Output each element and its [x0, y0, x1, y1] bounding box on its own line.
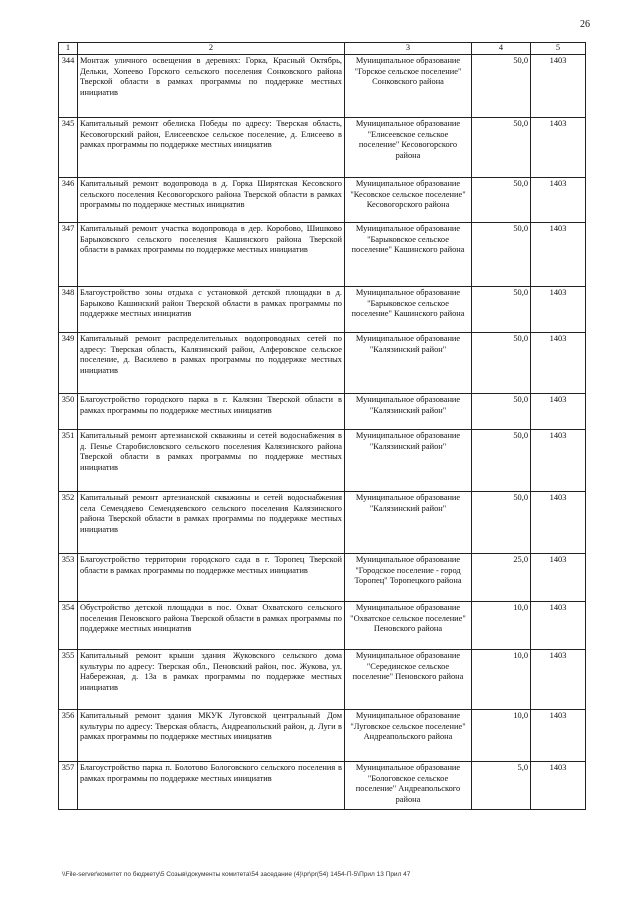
project-description: Благоустройство городского парка в г. Калязин Тверской области в рамках программы по поддержке местных инициатив	[78, 394, 345, 430]
project-description: Капитальный ремонт распределительных водопроводных сетей по адресу: Тверская область, Калязинский район, Алферовское сельское поселение, д. Василево в рамках программы по поддержке местных инициатив	[78, 333, 345, 394]
project-description: Капитальный ремонт артезианской скважины и сетей водоснабжения в д. Пенье Старобисловского сельского поселения Калязинского района Тверской области в рамках программы по поддержке местных инициатив	[78, 430, 345, 492]
project-description: Монтаж уличного освещения в деревнях: Горка, Красный Октябрь, Дельки, Хопеево Горского сельского поселения Сонковского района Тверской области в рамках программы по поддержке местных инициатив	[78, 55, 345, 118]
table-row	[59, 178, 586, 223]
project-description: Капитальный ремонт водопровода в д. Горка Ширятская Кесовского сельского поселения Кесовогорского района Тверской области в рамках программы по поддержке местных инициатив	[78, 178, 345, 223]
column-header: 1	[59, 43, 78, 55]
row-number: 345	[59, 118, 78, 178]
row-number: 348	[59, 287, 78, 333]
file-path-footer: \\File-server\комитет по бюджету\5 Созыв\документы комитета\54 заседание (4)\pr\pr(54) 1454-П-5\Прил 13 Прил 47	[62, 871, 411, 878]
amount: 10,0	[472, 710, 531, 762]
row-number: 344	[59, 55, 78, 118]
project-description: Благоустройство территории городского сада в г. Торопец Тверской области в рамках программы по поддержке местных инициатив	[78, 554, 345, 602]
table-row	[59, 602, 586, 650]
column-header: 4	[472, 43, 531, 55]
budget-code: 1403	[531, 55, 586, 118]
municipality: Муниципальное образование "Калязинский район"	[345, 492, 472, 554]
project-description: Капитальный ремонт обелиска Победы по адресу: Тверская область, Кесовогорский район, Елисеевское сельское поселение, д. Елисеево в рамках программы по поддержке местных инициатив	[78, 118, 345, 178]
municipality: Муниципальное образование "Калязинский район"	[345, 333, 472, 394]
municipality: Муниципальное образование "Горское сельское поселение" Сонковского района	[345, 55, 472, 118]
amount: 50,0	[472, 394, 531, 430]
budget-code: 1403	[531, 430, 586, 492]
budget-code: 1403	[531, 118, 586, 178]
amount: 50,0	[472, 178, 531, 223]
amount: 50,0	[472, 223, 531, 287]
row-number: 351	[59, 430, 78, 492]
column-header: 3	[345, 43, 472, 55]
municipality: Муниципальное образование "Барыковское сельское поселение" Кашинского района	[345, 223, 472, 287]
municipality: Муниципальное образование "Серединское сельское поселение" Пеновского района	[345, 650, 472, 710]
municipality: Муниципальное образование "Калязинский район"	[345, 394, 472, 430]
amount: 50,0	[472, 333, 531, 394]
amount: 50,0	[472, 492, 531, 554]
project-description: Капитальный ремонт участка водопровода в дер. Коробово, Шишково Барыковского сельского поселения Кашинского района Тверской области в рамках программы по поддержке местных инициатив	[78, 223, 345, 287]
amount: 50,0	[472, 430, 531, 492]
row-number: 357	[59, 762, 78, 810]
table-row	[59, 118, 586, 178]
row-number: 356	[59, 710, 78, 762]
budget-code: 1403	[531, 554, 586, 602]
appropriations-table	[58, 42, 586, 810]
table-row	[59, 762, 586, 810]
municipality: Муниципальное образование "Луговское сельское поселение" Андреапольского района	[345, 710, 472, 762]
budget-code: 1403	[531, 492, 586, 554]
project-description: Капитальный ремонт крыши здания Жуковского сельского дома культуры по адресу: Тверская обл., Пеновский район, пос. Жукова, ул. Набережная, д. 13а в рамках программы по поддержке местных инициатив	[78, 650, 345, 710]
budget-code: 1403	[531, 178, 586, 223]
table-header-row	[59, 43, 586, 55]
budget-code: 1403	[531, 223, 586, 287]
budget-code: 1403	[531, 762, 586, 810]
budget-code: 1403	[531, 333, 586, 394]
amount: 10,0	[472, 650, 531, 710]
table-row	[59, 394, 586, 430]
table-row	[59, 650, 586, 710]
project-description: Капитальный ремонт артезианской скважины и сетей водоснабжения села Семендяево Семендяевского сельского поселения Калязинского района Тверской области в рамках программы по поддержке местных инициатив	[78, 492, 345, 554]
budget-code: 1403	[531, 287, 586, 333]
table-row	[59, 554, 586, 602]
municipality: Муниципальное образование "Городское поселение - город Торопец" Торопецкого района	[345, 554, 472, 602]
row-number: 353	[59, 554, 78, 602]
project-description: Капитальный ремонт здания МКУК Луговской центральный Дом культуры по адресу: Тверская область, Андреапольский район, д. Луги в рамках программы по поддержке местных инициатив	[78, 710, 345, 762]
row-number: 347	[59, 223, 78, 287]
municipality: Муниципальное образование "Калязинский район"	[345, 430, 472, 492]
municipality: Муниципальное образование "Барыковское сельское поселение" Кашинского района	[345, 287, 472, 333]
row-number: 349	[59, 333, 78, 394]
amount: 50,0	[472, 55, 531, 118]
amount: 5,0	[472, 762, 531, 810]
table-row	[59, 430, 586, 492]
row-number: 350	[59, 394, 78, 430]
table-row	[59, 710, 586, 762]
municipality: Муниципальное образование "Охватское сельское поселение" Пеновского района	[345, 602, 472, 650]
amount: 50,0	[472, 287, 531, 333]
budget-code: 1403	[531, 710, 586, 762]
budget-code: 1403	[531, 394, 586, 430]
amount: 10,0	[472, 602, 531, 650]
row-number: 352	[59, 492, 78, 554]
table-row	[59, 333, 586, 394]
municipality: Муниципальное образование "Елисеевское сельское поселение" Кесовогорского района	[345, 118, 472, 178]
municipality: Муниципальное образование "Кесовское сельское поселение" Кесовогорского района	[345, 178, 472, 223]
amount: 25,0	[472, 554, 531, 602]
project-description: Благоустройство зоны отдыха с установкой детской площадки в д. Барыково Кашинский район Тверской области в рамках программы по поддержке местных инициатив	[78, 287, 345, 333]
amount: 50,0	[472, 118, 531, 178]
table-row	[59, 223, 586, 287]
budget-code: 1403	[531, 602, 586, 650]
row-number: 346	[59, 178, 78, 223]
budget-code: 1403	[531, 650, 586, 710]
table-row	[59, 55, 586, 118]
municipality: Муниципальное образование "Бологовское сельское поселение" Андреапольского района	[345, 762, 472, 810]
table-row	[59, 492, 586, 554]
project-description: Благоустройство парка п. Болотово Бологовского сельского поселения в рамках программы по поддержке местных инициатив	[78, 762, 345, 810]
column-header: 5	[531, 43, 586, 55]
column-header: 2	[78, 43, 345, 55]
page-number: 26	[580, 19, 590, 30]
row-number: 355	[59, 650, 78, 710]
table-row	[59, 287, 586, 333]
project-description: Обустройство детской площадки в пос. Охват Охватского сельского поселения Пеновского района Тверской области в рамках программы по поддержке местных инициатив	[78, 602, 345, 650]
row-number: 354	[59, 602, 78, 650]
